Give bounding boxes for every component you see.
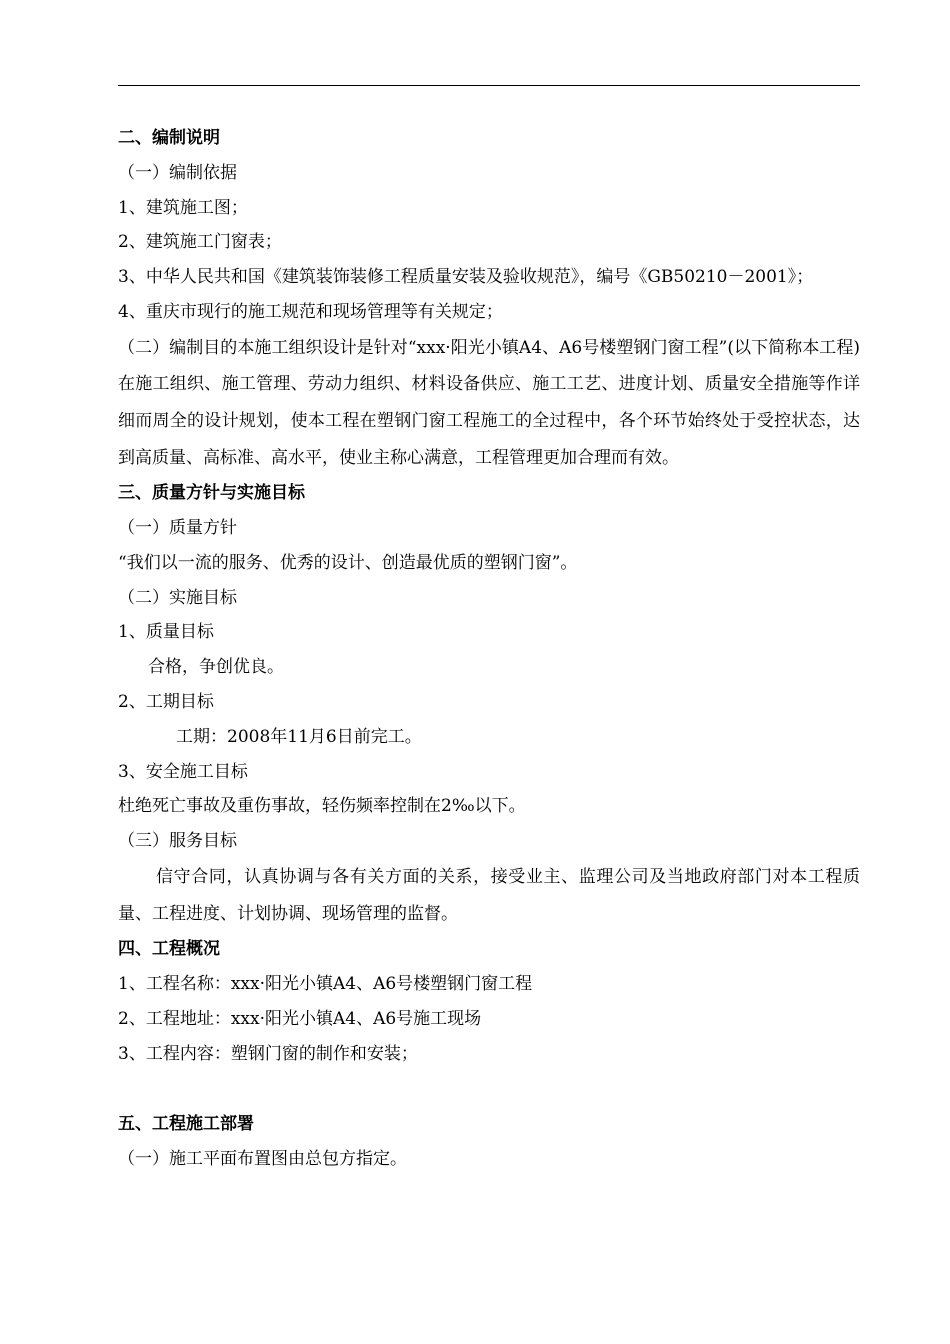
goal-quality-text: 合格，争创优良。 xyxy=(148,657,284,678)
spacer xyxy=(118,1071,860,1107)
list-item: 2、建筑施工门窗表； xyxy=(118,232,282,253)
document-body xyxy=(118,121,860,1177)
list-item: 3、工程内容：塑钢门窗的制作和安装； xyxy=(118,1043,418,1064)
goal-schedule-text: 工期：2008年11月6日前完工。 xyxy=(176,726,422,747)
subheading-service: （三）服务目标 xyxy=(118,831,237,852)
header-rule xyxy=(118,85,860,86)
purpose-paragraph: （二）编制目的本施工组织设计是针对“xxx·阳光小镇A4、A6号楼塑钢门窗工程”(以下简称本工程)在施工组织、施工管理、劳动力组织、材料设备供应、施工工艺、进度计划、质量安全措施等作详细而周全的设计规划，使本工程在塑钢门窗工程施工的全过程中，各个环节始终处于受控状态，达到高质量、高标准、高水平，使业主称心满意，工程管理更加合理而有效。 xyxy=(118,337,860,468)
goal-schedule-title: 2、工期目标 xyxy=(118,691,214,712)
section-heading-deployment: 五、工程施工部署 xyxy=(118,1114,254,1135)
goal-safety-text: 杜绝死亡事故及重伤事故，轻伤频率控制在2‰以下。 xyxy=(118,796,526,817)
service-paragraph: 信守合同，认真协调与各有关方面的关系，接受业主、监理公司及当地政府部门对本工程质量、工程进度、计划协调、现场管理的监督。 xyxy=(118,866,860,924)
list-item: 1、建筑施工图； xyxy=(118,197,248,218)
list-item: 2、工程地址：xxx·阳光小镇A4、A6号施工现场 xyxy=(118,1008,482,1029)
subheading-site-layout: （一）施工平面布置图由总包方指定。 xyxy=(118,1149,407,1170)
section-heading-quality: 三、质量方针与实施目标 xyxy=(118,483,305,504)
list-item: 1、工程名称：xxx·阳光小镇A4、A6号楼塑钢门窗工程 xyxy=(118,973,533,994)
subheading-quality-policy: （一）质量方针 xyxy=(118,517,237,538)
goal-quality-title: 1、质量目标 xyxy=(118,622,214,643)
subheading-goals: （二）实施目标 xyxy=(118,587,237,608)
section-heading-overview: 四、工程概况 xyxy=(118,939,220,960)
quality-policy-text: “我们以一流的服务、优秀的设计、创造最优质的塑钢门窗”。 xyxy=(118,552,578,573)
list-item: 3、中华人民共和国《建筑装饰装修工程质量安装及验收规范》，编号《GB50210－2001》； xyxy=(118,267,814,288)
list-item: 4、重庆市现行的施工规范和现场管理等有关规定； xyxy=(118,301,503,322)
section-heading-compilation: 二、编制说明 xyxy=(118,128,220,148)
subheading-basis: （一）编制依据 xyxy=(118,162,237,183)
goal-safety-title: 3、安全施工目标 xyxy=(118,761,248,782)
